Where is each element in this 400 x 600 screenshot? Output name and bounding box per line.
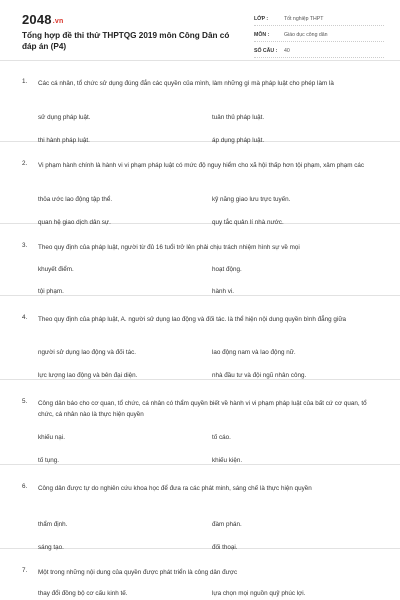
answer-option[interactable]: hành vi. [212, 288, 235, 295]
question-item [0, 465, 400, 549]
question-header [22, 242, 382, 253]
answer-option[interactable]: tuân thủ pháp luật. [212, 114, 265, 121]
question-header [22, 567, 382, 578]
question-text: Công dân được tự do nghiên cứu khoa học để đưa ra các phát minh, sáng chế là thực hiện quyền [38, 485, 312, 492]
meta-subject-value: Giáo dục công dân [284, 31, 328, 38]
answer-option[interactable]: lực lượng lao động và bên đại diện. [38, 372, 138, 379]
answer-option[interactable]: thay đổi đồng bộ cơ cấu kinh tế. [38, 590, 128, 597]
answer-option[interactable]: sáng tạo. [38, 544, 64, 551]
question-number: 7. [22, 567, 28, 574]
question-header [22, 160, 382, 171]
answer-option[interactable]: khuyết điểm. [38, 266, 74, 273]
question-number: 2. [22, 160, 28, 167]
question-header [22, 398, 382, 420]
question-item [0, 296, 400, 380]
answer-option[interactable]: quan hệ giao dịch dân sự. [38, 219, 111, 226]
site-logo[interactable] [22, 12, 63, 27]
document-title: Tổng hợp đề thi thử THPTQG 2019 môn Công Dân có đáp án (P4) [22, 31, 230, 51]
document-meta [254, 12, 384, 60]
answer-option[interactable]: người sử dụng lao động và đối tác. [38, 349, 136, 356]
meta-count-row [254, 44, 384, 58]
answer-option[interactable]: tội phạm. [38, 288, 64, 295]
meta-count-value: 40 [284, 47, 290, 54]
meta-subject-row [254, 28, 384, 42]
question-header [22, 314, 382, 325]
answer-option[interactable]: khiếu kiện. [212, 457, 243, 464]
site-logo-suffix: .vn [52, 18, 64, 25]
question-number: 3. [22, 242, 28, 249]
question-number: 5. [22, 398, 28, 405]
answer-option[interactable]: quy tắc quản lí nhà nước. [212, 219, 284, 226]
meta-class-label: LỚP : [254, 15, 269, 22]
answer-option[interactable]: tố tụng. [38, 457, 60, 464]
question-number: 4. [22, 314, 28, 321]
question-text: Theo quy định của pháp luật, người từ đủ 16 tuổi trở lên phải chịu trách nhiệm hình sự về mọi [38, 244, 300, 251]
answer-option[interactable]: đàm phán. [212, 521, 242, 528]
question-text: Theo quy định của pháp luật, A. người sử dụng lao động và đối tác. là thể hiện nội dung quyền bình đẳng giữa [38, 316, 347, 323]
answer-option[interactable]: tố cáo. [212, 434, 231, 441]
answer-option[interactable]: kỹ năng giao lưu trực tuyến. [212, 196, 291, 203]
question-header [22, 78, 382, 89]
question-list [0, 60, 400, 600]
question-number: 6. [22, 483, 28, 490]
answer-option[interactable]: nhà đầu tư và đội ngũ nhân công. [212, 372, 307, 379]
answer-option[interactable]: lựa chọn mọi nguồn quỹ phúc lợi. [212, 590, 306, 597]
answer-option[interactable]: hoạt động. [212, 266, 242, 273]
answer-option[interactable]: lao động nam và lao động nữ. [212, 349, 296, 356]
question-text: Vi phạm hành chính là hành vi vi phạm pháp luật có mức độ nguy hiểm cho xã hội thấp hơn tội phạm, xâm phạm các [38, 162, 365, 169]
site-logo-text: 2048 [22, 12, 52, 27]
question-item [0, 549, 400, 600]
meta-subject-label: MÔN : [254, 31, 270, 38]
question-header [22, 483, 382, 494]
answer-option[interactable]: đối thoại. [212, 544, 238, 551]
answer-option[interactable]: thỏa ước lao động tập thể. [38, 196, 113, 203]
question-item [0, 60, 400, 142]
question-text: Các cá nhân, tổ chức sử dụng đúng đắn các quyền của mình, làm những gì mà pháp luật cho phép làm là [38, 80, 334, 87]
question-item [0, 380, 400, 465]
document-header [0, 0, 400, 61]
question-item [0, 142, 400, 224]
meta-class-row [254, 12, 384, 26]
question-number: 1. [22, 78, 28, 85]
question-text: Một trong những nội dung của quyền được phát triển là công dân được [38, 569, 238, 576]
question-item [0, 224, 400, 296]
answer-option[interactable]: thẩm định. [38, 521, 68, 528]
meta-class-value: Tốt nghiệp THPT [284, 15, 324, 22]
answer-option[interactable]: sử dụng pháp luật. [38, 114, 91, 121]
answer-option[interactable]: khiếu nại. [38, 434, 65, 441]
question-text: Công dân báo cho cơ quan, tổ chức, cá nhân có thẩm quyền biết về hành vi vi phạm pháp luật của bất cứ cơ quan, tổ chức, cá nhân nào là thực hiện quyền [38, 400, 367, 418]
answer-option[interactable]: áp dụng pháp luật. [212, 137, 265, 144]
meta-count-label: SỐ CÂU : [254, 47, 278, 54]
answer-option[interactable]: thi hành pháp luật. [38, 137, 90, 144]
